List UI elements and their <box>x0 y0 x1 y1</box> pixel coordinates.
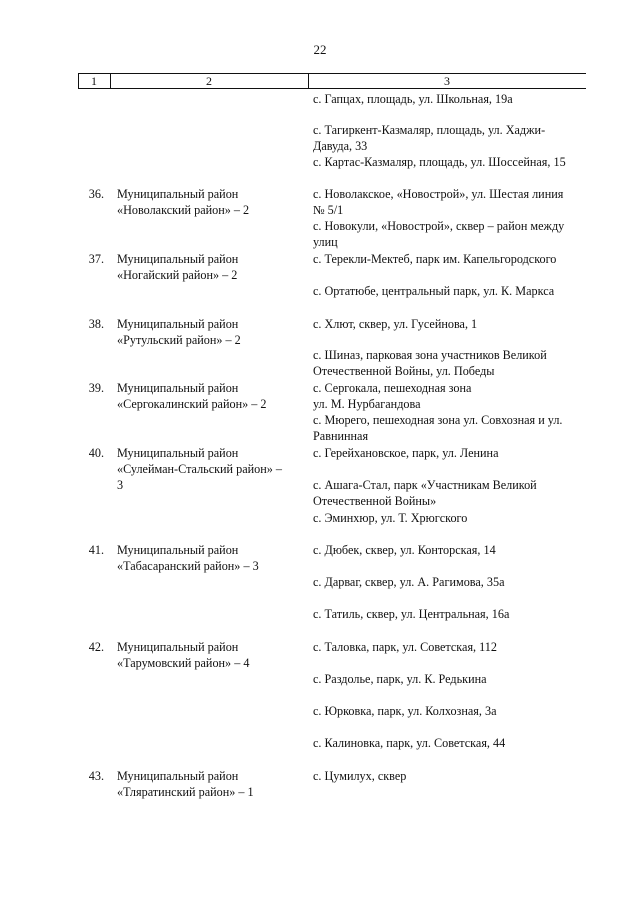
row-number: 41. <box>88 543 104 557</box>
header-col-1: 1 <box>91 74 97 88</box>
address-line: с. Дарваг, сквер, ул. А. Рагимова, 35а <box>313 575 505 589</box>
district-name: Муниципальный район <box>117 317 239 331</box>
table-header <box>78 73 586 89</box>
district-name: Муниципальный район <box>117 187 239 201</box>
address-line: с. Хлют, сквер, ул. Гусейнова, 1 <box>313 317 478 331</box>
address-line: Отечественной Войны, ул. Победы <box>313 364 495 378</box>
address-line: № 5/1 <box>313 203 344 217</box>
district-name: Муниципальный район <box>117 543 239 557</box>
address-line: с. Юрковка, парк, ул. Колхозная, 3а <box>313 704 497 718</box>
header-col-3: 3 <box>444 74 450 88</box>
address-line: с. Мюрего, пешеходная зона ул. Совхозная и ул. <box>313 413 563 427</box>
address-line: с. Ортатюбе, центральный парк, ул. К. Маркса <box>313 284 555 298</box>
address-line: Давуда, 33 <box>313 139 368 153</box>
address-line: с. Калиновка, парк, ул. Советская, 44 <box>313 736 506 750</box>
row-number: 38. <box>88 317 104 331</box>
row-number: 39. <box>88 381 104 395</box>
district-name: «Тарумовский район» – 4 <box>117 656 250 670</box>
address-line: с. Цумилух, сквер <box>313 769 407 783</box>
district-name: «Сулейман-Стальский район» – <box>117 462 283 476</box>
address-line: с. Герейхановское, парк, ул. Ленина <box>313 446 499 460</box>
address-line: с. Терекли-Мектеб, парк им. Капельгородского <box>313 252 557 266</box>
district-name: «Рутульский район» – 2 <box>117 333 241 347</box>
district-name: Муниципальный район <box>117 640 239 654</box>
address-line: с. Ашага-Стал, парк «Участникам Великой <box>313 478 537 492</box>
district-name: «Новолакский район» – 2 <box>117 203 250 217</box>
district-name: Муниципальный район <box>117 446 239 460</box>
address-line: с. Эминхюр, ул. Т. Хрюгского <box>313 511 468 525</box>
district-name: «Сергокалинский район» – 2 <box>117 397 267 411</box>
address-line: ул. М. Нурбагандова <box>313 397 421 411</box>
header-col-2: 2 <box>206 74 212 88</box>
district-name: «Ногайский район» – 2 <box>117 268 238 282</box>
address-line: Отечественной Войны» <box>313 494 437 508</box>
address-line: с. Новолакское, «Новострой», ул. Шестая линия <box>313 187 564 201</box>
address-line: с. Сергокала, пешеходная зона <box>313 381 472 395</box>
address-line: с. Таловка, парк, ул. Советская, 112 <box>313 640 497 654</box>
district-name: «Тляратинский район» – 1 <box>117 785 254 799</box>
row-number: 42. <box>88 640 104 654</box>
district-name: 3 <box>117 478 124 492</box>
district-name: «Табасаранский район» – 3 <box>117 559 259 573</box>
address-line: с. Раздолье, парк, ул. К. Редькина <box>313 672 487 686</box>
row-number: 36. <box>88 187 104 201</box>
page-number: 22 <box>313 42 327 57</box>
address-line: улиц <box>313 235 338 249</box>
row-number: 40. <box>88 446 104 460</box>
district-name: Муниципальный район <box>117 769 239 783</box>
address-line: с. Тагиркент-Казмаляр, площадь, ул. Хаджи- <box>313 123 546 137</box>
address-line: с. Новокули, «Новострой», сквер – район между <box>313 219 565 233</box>
address-line: с. Шиназ, парковая зона участников Великой <box>313 348 547 362</box>
district-name: Муниципальный район <box>117 252 239 266</box>
address-line: с. Дюбек, сквер, ул. Конторская, 14 <box>313 543 496 557</box>
row-number: 37. <box>88 252 104 266</box>
address-line: с. Картас-Казмаляр, площадь, ул. Шоссейная, 15 <box>313 155 566 169</box>
row-number: 43. <box>88 769 104 783</box>
district-name: Муниципальный район <box>117 381 239 395</box>
address-line: с. Татиль, сквер, ул. Центральная, 16а <box>313 607 510 621</box>
address-line: Равнинная <box>313 429 369 443</box>
address-line: с. Гапцах, площадь, ул. Школьная, 19а <box>313 92 513 106</box>
